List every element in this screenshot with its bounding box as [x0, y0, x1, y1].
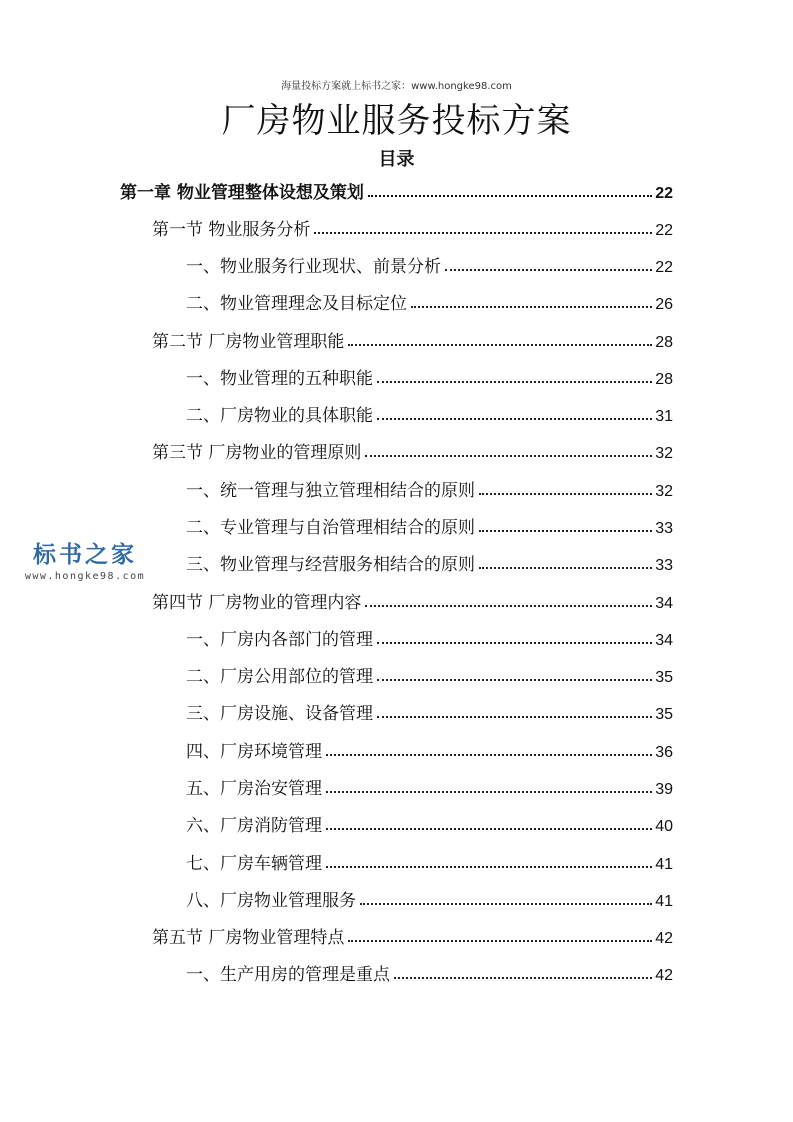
toc-entry-label: 第三节 厂房物业的管理原则	[152, 443, 362, 463]
toc-entry-page: 35	[655, 669, 673, 686]
document-title: 厂房物业服务投标方案	[221, 101, 572, 141]
toc-entry-subsection[interactable]	[186, 398, 673, 426]
toc-entry-page: 42	[655, 967, 673, 984]
toc-dot-leader	[365, 454, 652, 457]
toc-entry-page: 22	[655, 222, 673, 239]
toc-entry-subsection[interactable]	[186, 361, 673, 389]
toc-entry-label: 三、物业管理与经营服务相结合的原则	[186, 555, 475, 575]
toc-dot-leader	[348, 939, 652, 942]
header-note: 海量投标方案就上标书之家：www.hongke98.com	[281, 81, 512, 92]
toc-entry-page: 28	[655, 371, 673, 388]
toc-dot-leader	[377, 641, 652, 644]
watermark-url: www.hongke98.com	[24, 571, 146, 582]
toc-entry-section[interactable]	[152, 324, 673, 352]
toc-entry-label: 七、厂房车辆管理	[186, 854, 322, 874]
toc-entry-page: 22	[655, 259, 673, 276]
toc-entry-page: 26	[655, 296, 673, 313]
toc-dot-leader	[377, 380, 652, 383]
toc-entry-page: 41	[655, 856, 673, 873]
toc-entry-section[interactable]	[152, 920, 673, 948]
toc-entry-subsection[interactable]	[186, 957, 673, 985]
toc-dot-leader	[479, 566, 652, 569]
toc-entry-page: 33	[655, 557, 673, 574]
toc-entry-subsection[interactable]	[186, 883, 673, 911]
toc-entry-label: 三、厂房设施、设备管理	[186, 704, 373, 724]
toc-dot-leader	[377, 678, 652, 681]
toc-entry-page: 34	[655, 595, 673, 612]
watermark-brand: 标书之家	[33, 542, 137, 568]
toc-dot-leader	[411, 305, 652, 308]
toc-entry-subsection[interactable]	[186, 286, 673, 314]
toc-entry-label: 第五节 厂房物业管理特点	[152, 928, 345, 948]
toc-entry-label: 一、物业服务行业现状、前景分析	[186, 257, 441, 277]
toc-entry-page: 22	[655, 185, 673, 202]
toc-entry-label: 一、统一管理与独立管理相结合的原则	[186, 481, 475, 501]
toc-entry-page: 31	[655, 408, 673, 425]
toc-dot-leader	[394, 976, 652, 979]
toc-entry-label: 二、物业管理理念及目标定位	[186, 294, 407, 314]
toc-entry-page: 41	[655, 893, 673, 910]
toc-entry-page: 34	[655, 632, 673, 649]
toc-dot-leader	[377, 417, 652, 420]
toc-entry-label: 一、物业管理的五种职能	[186, 369, 373, 389]
toc-entry-label: 第一章 物业管理整体设想及策划	[120, 183, 364, 203]
toc-entry-subsection[interactable]	[186, 547, 673, 575]
toc-entry-page: 36	[655, 744, 673, 761]
toc-entry-subsection[interactable]	[186, 696, 673, 724]
toc-dot-leader	[314, 231, 652, 234]
toc-dot-leader	[368, 194, 652, 197]
toc-entry-label: 五、厂房治安管理	[186, 779, 322, 799]
toc-dot-leader	[365, 604, 652, 607]
toc-entry-page: 32	[655, 483, 673, 500]
toc-entry-label: 第二节 厂房物业管理职能	[152, 332, 345, 352]
toc-entry-chapter-1[interactable]	[120, 175, 673, 203]
toc-dot-leader	[326, 790, 652, 793]
toc-entry-section[interactable]	[152, 585, 673, 613]
toc-entry-label: 第一节 物业服务分析	[152, 220, 311, 240]
toc-entry-subsection[interactable]	[186, 249, 673, 277]
toc-entry-subsection[interactable]	[186, 510, 673, 538]
toc-entry-section[interactable]	[152, 435, 673, 463]
toc-entry-page: 33	[655, 520, 673, 537]
toc-entry-page: 28	[655, 334, 673, 351]
toc-entry-subsection[interactable]	[186, 771, 673, 799]
toc-entry-section[interactable]	[152, 212, 673, 240]
toc-entry-label: 第四节 厂房物业的管理内容	[152, 593, 362, 613]
toc-dot-leader	[360, 902, 652, 905]
toc-entry-label: 八、厂房物业管理服务	[186, 891, 356, 911]
toc-entry-label: 一、厂房内各部门的管理	[186, 630, 373, 650]
toc-dot-leader	[479, 492, 652, 495]
toc-dot-leader	[377, 715, 652, 718]
toc-entry-label: 一、生产用房的管理是重点	[186, 965, 390, 985]
toc-dot-leader	[445, 268, 652, 271]
toc-dot-leader	[326, 827, 652, 830]
toc-entry-label: 二、厂房公用部位的管理	[186, 667, 373, 687]
toc-entry-page: 32	[655, 445, 673, 462]
toc-entry-label: 六、厂房消防管理	[186, 816, 322, 836]
toc-heading: 目录	[378, 149, 415, 170]
toc-entry-page: 39	[655, 781, 673, 798]
watermark-logo	[10, 536, 160, 582]
toc-entry-subsection[interactable]	[186, 659, 673, 687]
toc-entry-label: 四、厂房环境管理	[186, 742, 322, 762]
toc-dot-leader	[326, 753, 652, 756]
toc-entry-subsection[interactable]	[186, 808, 673, 836]
toc-entry-page: 40	[655, 818, 673, 835]
toc-entry-subsection[interactable]	[186, 846, 673, 874]
toc-entry-subsection[interactable]	[186, 622, 673, 650]
toc-dot-leader	[479, 529, 652, 532]
toc-dot-leader	[326, 865, 652, 868]
toc-entry-label: 二、专业管理与自治管理相结合的原则	[186, 518, 475, 538]
toc-entry-subsection[interactable]	[186, 473, 673, 501]
toc-entry-subsection[interactable]	[186, 734, 673, 762]
toc-entry-label: 二、厂房物业的具体职能	[186, 406, 373, 426]
toc-entry-page: 35	[655, 706, 673, 723]
toc-entry-page: 42	[655, 930, 673, 947]
toc-dot-leader	[348, 343, 652, 346]
